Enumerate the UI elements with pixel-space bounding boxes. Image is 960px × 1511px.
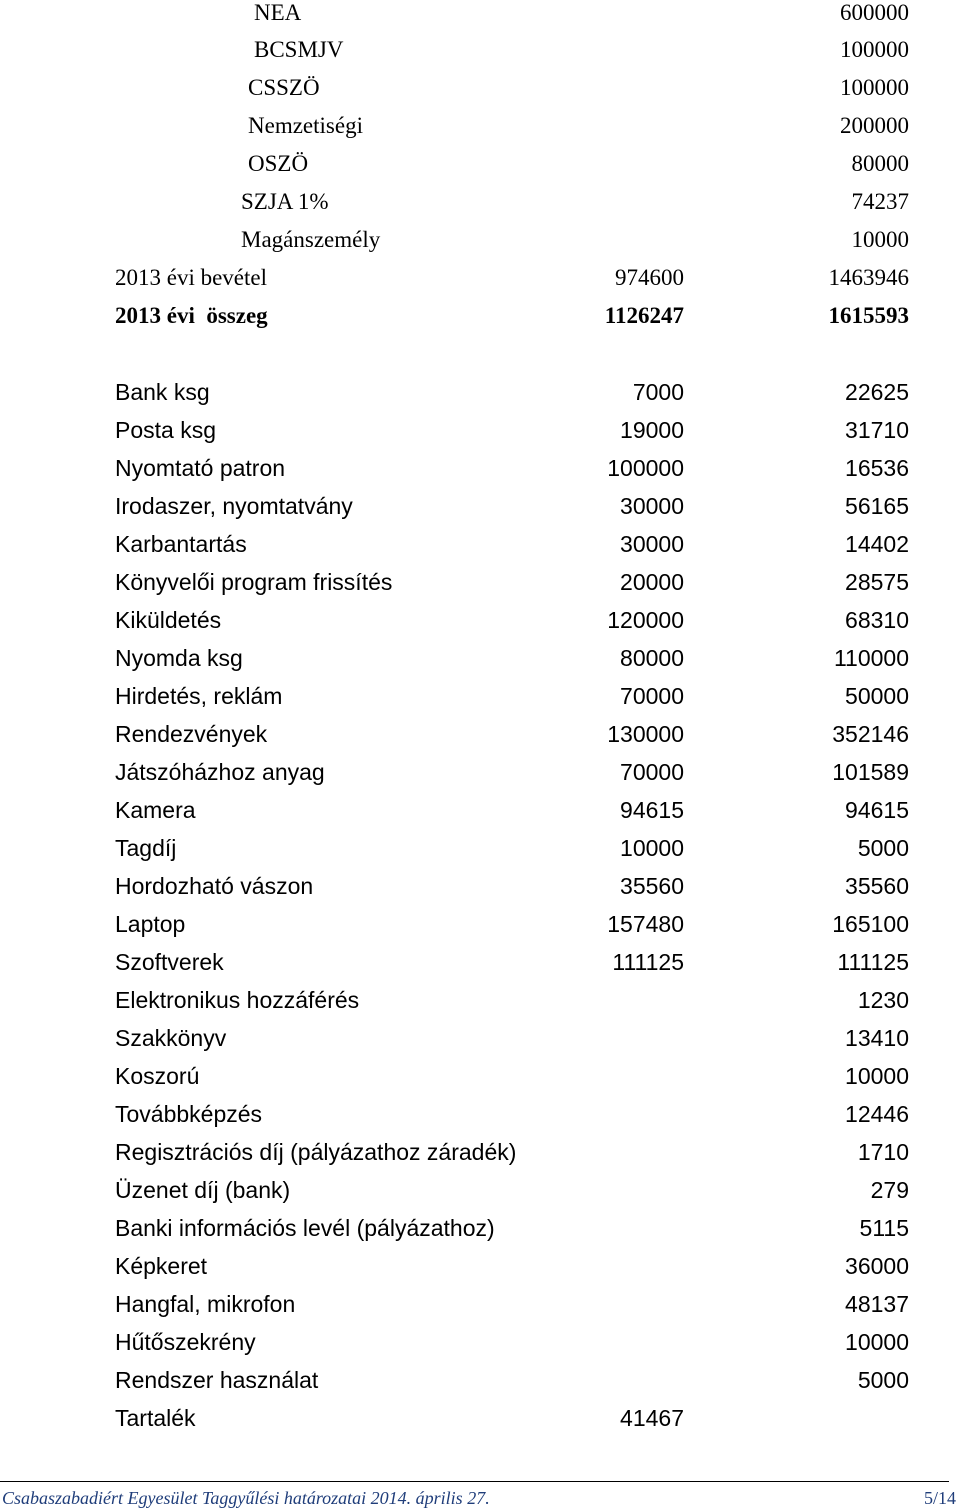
expense-label: Képkeret	[115, 1253, 208, 1279]
expense-actual: 10000	[845, 1329, 909, 1355]
expense-label: Elektronikus hozzáférés	[115, 987, 360, 1013]
expense-row	[0, 455, 960, 493]
income-source-label: Magánszemély	[241, 227, 381, 252]
page-footer	[0, 1487, 956, 1509]
expense-planned: 100000	[607, 455, 684, 481]
income-source-amount: 200000	[840, 113, 909, 138]
expense-row	[0, 1329, 960, 1367]
expense-actual: 12446	[845, 1101, 909, 1127]
expense-actual: 36000	[845, 1253, 909, 1279]
expense-planned: 41467	[620, 1405, 684, 1431]
expense-label: Nyomda ksg	[115, 645, 243, 671]
table-row	[0, 75, 960, 113]
expense-planned: 157480	[607, 911, 684, 937]
expense-label: Banki információs levél (pályázathoz)	[115, 1215, 495, 1241]
expense-planned: 130000	[607, 721, 684, 747]
expense-row	[0, 1215, 960, 1253]
expense-actual: 35560	[845, 873, 909, 899]
grand-total-actual: 1615593	[828, 303, 909, 328]
expense-planned: 70000	[620, 759, 684, 785]
table-row	[0, 151, 960, 189]
expense-label: Karbantartás	[115, 531, 247, 557]
expense-row	[0, 1101, 960, 1139]
expense-label: Irodaszer, nyomtatvány	[115, 493, 353, 519]
expense-label: Üzenet díj (bank)	[115, 1177, 291, 1203]
income-source-amount: 100000	[840, 75, 909, 100]
expense-row	[0, 1291, 960, 1329]
table-row	[0, 0, 960, 38]
expense-label: Koszorú	[115, 1063, 200, 1089]
expense-label: Regisztrációs díj (pályázathoz záradék)	[115, 1139, 517, 1165]
expense-label: Rendszer használat	[115, 1367, 319, 1393]
income-source-amount: 10000	[851, 227, 909, 252]
expense-actual: 279	[870, 1177, 909, 1203]
income-source-label: SZJA 1%	[241, 189, 329, 214]
expense-actual: 165100	[832, 911, 909, 937]
expense-actual: 68310	[845, 607, 909, 633]
income-total-label: 2013 évi bevétel	[115, 265, 268, 290]
expense-label: Rendezvények	[115, 721, 268, 747]
expense-row	[0, 645, 960, 683]
expense-planned: 70000	[620, 683, 684, 709]
expense-actual: 111125	[837, 949, 909, 975]
expense-label: Hűtőszekrény	[115, 1329, 256, 1355]
expense-actual: 5000	[857, 835, 909, 861]
income-source-label: CSSZÖ	[248, 75, 320, 100]
expense-label: Tartalék	[115, 1405, 196, 1431]
expense-row	[0, 1367, 960, 1405]
expense-row	[0, 835, 960, 873]
expense-label: Könyvelői program frissítés	[115, 569, 393, 595]
expense-row	[0, 949, 960, 987]
expense-planned: 30000	[620, 531, 684, 557]
expense-label: Hordozható vászon	[115, 873, 314, 899]
income-source-label: OSZÖ	[248, 151, 309, 176]
expense-actual: 352146	[832, 721, 909, 747]
expense-label: Kiküldetés	[115, 607, 222, 633]
expense-actual: 110000	[833, 645, 909, 671]
grand-total-planned: 1126247	[604, 303, 684, 328]
expense-row	[0, 721, 960, 759]
expense-actual: 14402	[845, 531, 909, 557]
expense-row	[0, 1139, 960, 1177]
expense-label: Laptop	[115, 911, 186, 937]
expense-actual: 13410	[845, 1025, 909, 1051]
expense-planned: 10000	[620, 835, 684, 861]
income-source-amount: 600000	[840, 0, 909, 25]
expense-row	[0, 873, 960, 911]
income-source-amount: 74237	[851, 189, 909, 214]
expense-planned: 19000	[620, 417, 684, 443]
page-number: 5/14	[923, 1488, 956, 1508]
expense-row	[0, 683, 960, 721]
expense-actual: 28575	[845, 569, 909, 595]
expense-label: Szakkönyv	[115, 1025, 227, 1051]
expense-planned: 20000	[620, 569, 684, 595]
expense-row	[0, 1025, 960, 1063]
expense-row	[0, 797, 960, 835]
expense-label: Hangfal, mikrofon	[115, 1291, 296, 1317]
expense-actual: 22625	[845, 379, 909, 405]
table-row	[0, 37, 960, 75]
expense-planned: 35560	[620, 873, 684, 899]
expense-actual: 1230	[857, 987, 909, 1013]
expense-actual: 48137	[845, 1291, 909, 1317]
table-row	[0, 189, 960, 227]
expense-row	[0, 987, 960, 1025]
grand-total-row	[0, 303, 960, 341]
expense-label: Kamera	[115, 797, 196, 823]
expense-planned: 30000	[620, 493, 684, 519]
expense-actual: 5115	[859, 1215, 909, 1241]
income-source-amount: 80000	[851, 151, 909, 176]
income-total-row	[0, 265, 960, 303]
table-row	[0, 113, 960, 151]
expense-label: Játszóházhoz anyag	[115, 759, 325, 785]
footer-text: Csabaszabadiért Egyesület Taggyűlési határozatai 2014. április 27.	[2, 1488, 490, 1508]
expense-planned: 80000	[620, 645, 684, 671]
expense-row	[0, 493, 960, 531]
expense-row	[0, 417, 960, 455]
expense-row	[0, 531, 960, 569]
expense-actual: 56165	[845, 493, 909, 519]
expense-label: Tagdíj	[115, 835, 177, 861]
income-source-label: NEA	[254, 0, 302, 25]
expense-row	[0, 569, 960, 607]
expense-label: Nyomtató patron	[115, 455, 286, 481]
expense-actual: 50000	[845, 683, 909, 709]
income-total-planned: 974600	[615, 265, 684, 290]
expense-row	[0, 759, 960, 797]
expense-planned: 111125	[612, 949, 684, 975]
grand-total-label: 2013 évi összeg	[115, 303, 268, 328]
expense-label: Posta ksg	[115, 417, 216, 443]
expense-actual: 101589	[832, 759, 909, 785]
expense-actual: 16536	[845, 455, 909, 481]
expense-row	[0, 911, 960, 949]
expense-actual: 10000	[845, 1063, 909, 1089]
income-source-amount: 100000	[840, 37, 909, 62]
table-row	[0, 227, 960, 265]
expense-actual: 94615	[845, 797, 909, 823]
expense-label: Hirdetés, reklám	[115, 683, 283, 709]
expense-actual: 1710	[857, 1139, 909, 1165]
expense-row	[0, 607, 960, 645]
expense-row	[0, 1405, 960, 1443]
expense-planned: 94615	[620, 797, 684, 823]
expense-actual: 5000	[857, 1367, 909, 1393]
income-total-actual: 1463946	[828, 265, 909, 290]
footer-divider	[0, 1481, 949, 1482]
income-source-label: BCSMJV	[254, 37, 344, 62]
expense-row	[0, 379, 960, 417]
expense-row	[0, 1063, 960, 1101]
expense-label: Továbbképzés	[115, 1101, 263, 1127]
expense-planned: 120000	[607, 607, 684, 633]
expense-planned: 7000	[632, 379, 684, 405]
expense-row	[0, 1253, 960, 1291]
expense-row	[0, 1177, 960, 1215]
expense-label: Szoftverek	[115, 949, 224, 975]
expense-actual: 31710	[845, 417, 909, 443]
expense-label: Bank ksg	[115, 379, 210, 405]
income-source-label: Nemzetiségi	[248, 113, 363, 138]
